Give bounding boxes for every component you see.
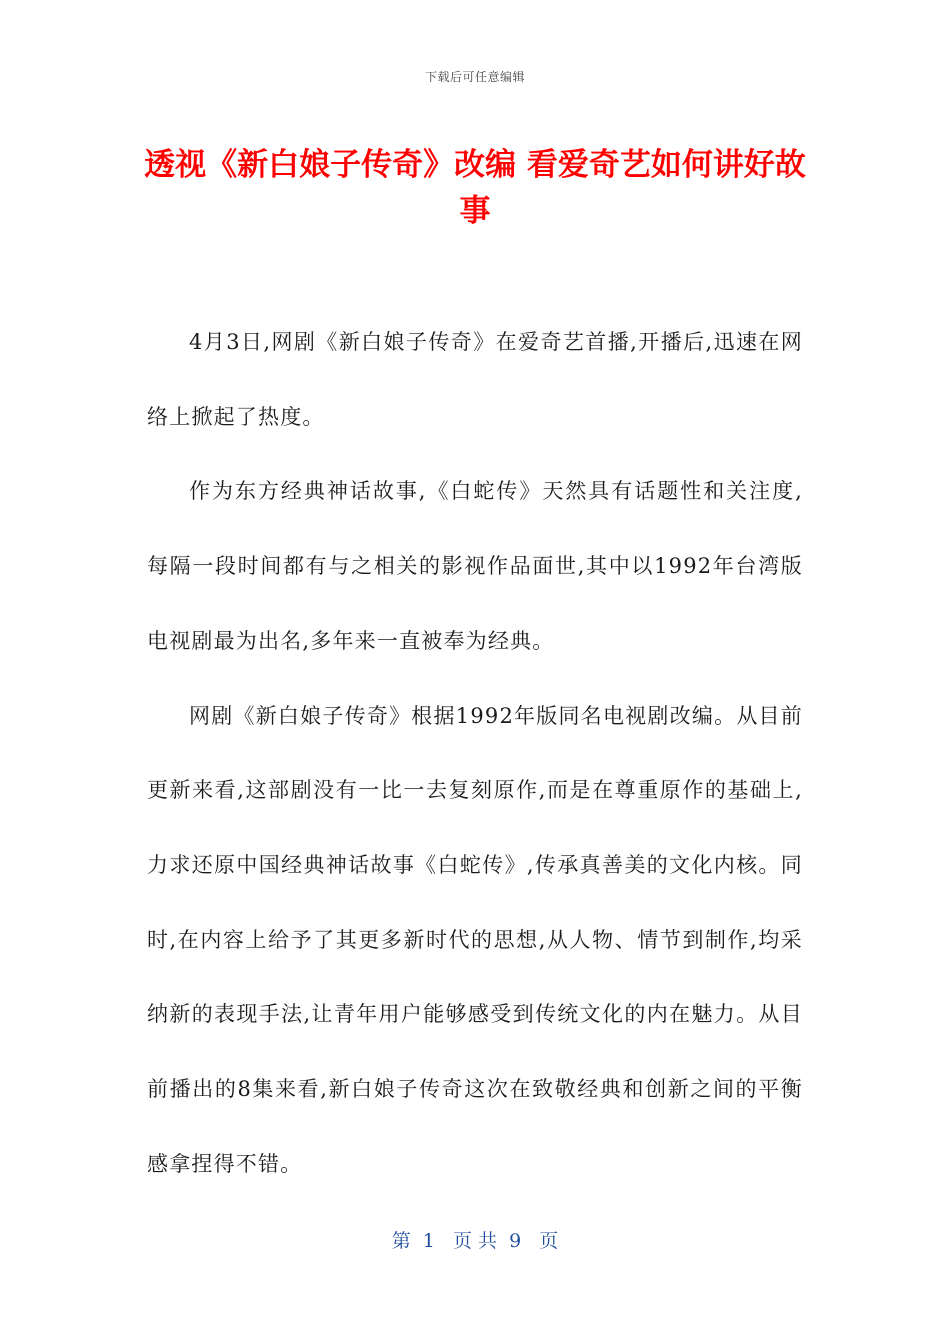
paragraph: 作为东方经典神话故事,《白蛇传》天然具有话题性和关注度,每隔一段时间都有与之相关的影视作品面世,其中以1992年台湾版电视剧最为出名,多年来一直被奉为经典。 xyxy=(147,479,803,653)
page-number-footer: 第 1 页 共 9 页 xyxy=(391,1230,559,1252)
document-title: 透视《新白娘子传奇》改编 看爱奇艺如何讲好故事 xyxy=(144,147,806,229)
paragraph: 网剧《新白娘子传奇》根据1992年版同名电视剧改编。从目前更新来看,这部剧没有一比一去复刻原作,而是在尊重原作的基础上,力求还原中国经典神话故事《白蛇传》,传承真善美的文化内核。同时,在内容上给予了其更多新时代的思想,从人物、情节到制作,均采纳新的表现手法,让青年用户能够感受到传统文化的内在魅力。从目前播出的8集来看,新白娘子传奇这次在致敬经典和创新之间的平衡感拿捏得不错。 xyxy=(147,703,803,1176)
document-body xyxy=(147,305,803,1201)
header-note: 下载后可任意编辑 xyxy=(424,70,525,84)
paragraph: 4月3日,网剧《新白娘子传奇》在爱奇艺首播,开播后,迅速在网络上掀起了热度。 xyxy=(147,330,803,429)
